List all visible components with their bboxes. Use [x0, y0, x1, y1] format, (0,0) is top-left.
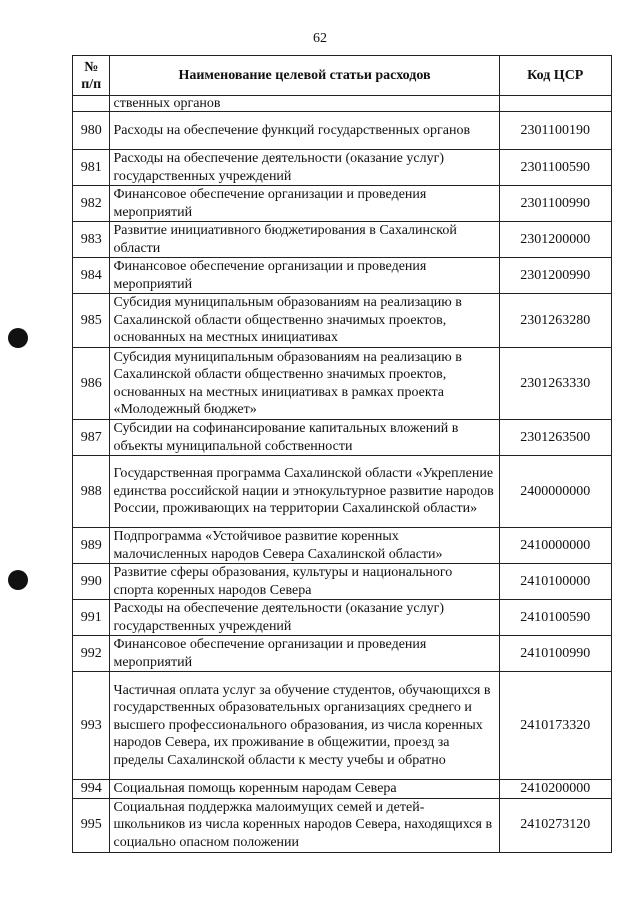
row-number: 995	[73, 798, 110, 852]
table-row	[73, 780, 612, 799]
row-number: 980	[73, 112, 110, 150]
row-name: Финансовое обеспечение организации и проведения мероприятий	[110, 186, 499, 222]
row-name: Расходы на обеспечение функций государственных органов	[110, 112, 499, 150]
row-name: Развитие инициативного бюджетирования в Сахалинской области	[110, 222, 499, 258]
row-name: Развитие сферы образования, культуры и национального спорта коренных народов Севера	[110, 564, 499, 600]
row-number: 985	[73, 294, 110, 348]
row-number: 981	[73, 150, 110, 186]
header-name: Наименование целевой статьи расходов	[110, 56, 499, 96]
row-code: 2301200990	[499, 258, 611, 294]
table-row	[73, 222, 612, 258]
table-row	[73, 456, 612, 528]
row-code: 2410100000	[499, 564, 611, 600]
table-row	[73, 798, 612, 852]
header-code: Код ЦСР	[499, 56, 611, 96]
row-code: 2410100990	[499, 636, 611, 672]
header-number: № п/п	[73, 56, 110, 96]
row-number: 990	[73, 564, 110, 600]
row-code: 2410173320	[499, 672, 611, 780]
row-number	[73, 96, 110, 112]
budget-classification-table	[72, 55, 612, 853]
row-name: Финансовое обеспечение организации и проведения мероприятий	[110, 636, 499, 672]
row-number: 993	[73, 672, 110, 780]
page-number: 62	[313, 31, 327, 46]
row-name: Расходы на обеспечение деятельности (оказание услуг) государственных учреждений	[110, 600, 499, 636]
row-code: 2301263280	[499, 294, 611, 348]
row-code: 2400000000	[499, 456, 611, 528]
row-number: 994	[73, 780, 110, 799]
table-row	[73, 528, 612, 564]
row-code: 2410000000	[499, 528, 611, 564]
table-row	[73, 420, 612, 456]
row-name: Субсидии на софинансирование капитальных вложений в объекты муниципальной собственности	[110, 420, 499, 456]
row-code: 2301200000	[499, 222, 611, 258]
table-row	[73, 112, 612, 150]
row-code: 2301100190	[499, 112, 611, 150]
row-name: ственных органов	[110, 96, 499, 112]
row-number: 988	[73, 456, 110, 528]
row-name: Финансовое обеспечение организации и проведения мероприятий	[110, 258, 499, 294]
punch-hole-mark	[8, 570, 28, 590]
continuation-row	[73, 96, 612, 112]
table-header-row	[73, 56, 612, 96]
row-code: 2410100590	[499, 600, 611, 636]
table-row	[73, 150, 612, 186]
row-number: 986	[73, 348, 110, 420]
table-row	[73, 564, 612, 600]
row-name: Субсидия муниципальным образованиям на реализацию в Сахалинской области общественно значимых проектов, основанных на местных инициативах	[110, 294, 499, 348]
row-name: Расходы на обеспечение деятельности (оказание услуг) государственных учреждений	[110, 150, 499, 186]
table-row	[73, 186, 612, 222]
row-number: 992	[73, 636, 110, 672]
row-code	[499, 96, 611, 112]
row-code: 2410200000	[499, 780, 611, 799]
table-row	[73, 294, 612, 348]
row-name: Субсидия муниципальным образованиям на реализацию в Сахалинской области общественно значимых проектов, основанных на местных инициативах в рамках проекта «Молодежный бюджет»	[110, 348, 499, 420]
row-code: 2301263500	[499, 420, 611, 456]
row-name: Частичная оплата услуг за обучение студентов, обучающихся в государственных образовательных организациях среднего и высшего профессионального образования, из числа коренных народов Севера, их проживание в общежитии, проезд за пределы Сахалинской области к месту учебы и обратно	[110, 672, 499, 780]
table-row	[73, 636, 612, 672]
table-row	[73, 600, 612, 636]
row-number: 987	[73, 420, 110, 456]
row-name: Социальная помощь коренным народам Севера	[110, 780, 499, 799]
row-code: 2301100590	[499, 150, 611, 186]
row-number: 983	[73, 222, 110, 258]
punch-hole-mark	[8, 328, 28, 348]
row-code: 2301263330	[499, 348, 611, 420]
table-row	[73, 672, 612, 780]
row-number: 982	[73, 186, 110, 222]
row-name: Государственная программа Сахалинской области «Укрепление единства российской нации и этнокультурное развитие народов России, проживающих на территории Сахалинской области»	[110, 456, 499, 528]
row-code: 2301100990	[499, 186, 611, 222]
row-name: Социальная поддержка малоимущих семей и детей-школьников из числа коренных народов Севера, находящихся в социально опасном положении	[110, 798, 499, 852]
row-number: 991	[73, 600, 110, 636]
table-row	[73, 348, 612, 420]
table-row	[73, 258, 612, 294]
row-name: Подпрограмма «Устойчивое развитие коренных малочисленных народов Севера Сахалинской области»	[110, 528, 499, 564]
row-code: 2410273120	[499, 798, 611, 852]
row-number: 989	[73, 528, 110, 564]
row-number: 984	[73, 258, 110, 294]
